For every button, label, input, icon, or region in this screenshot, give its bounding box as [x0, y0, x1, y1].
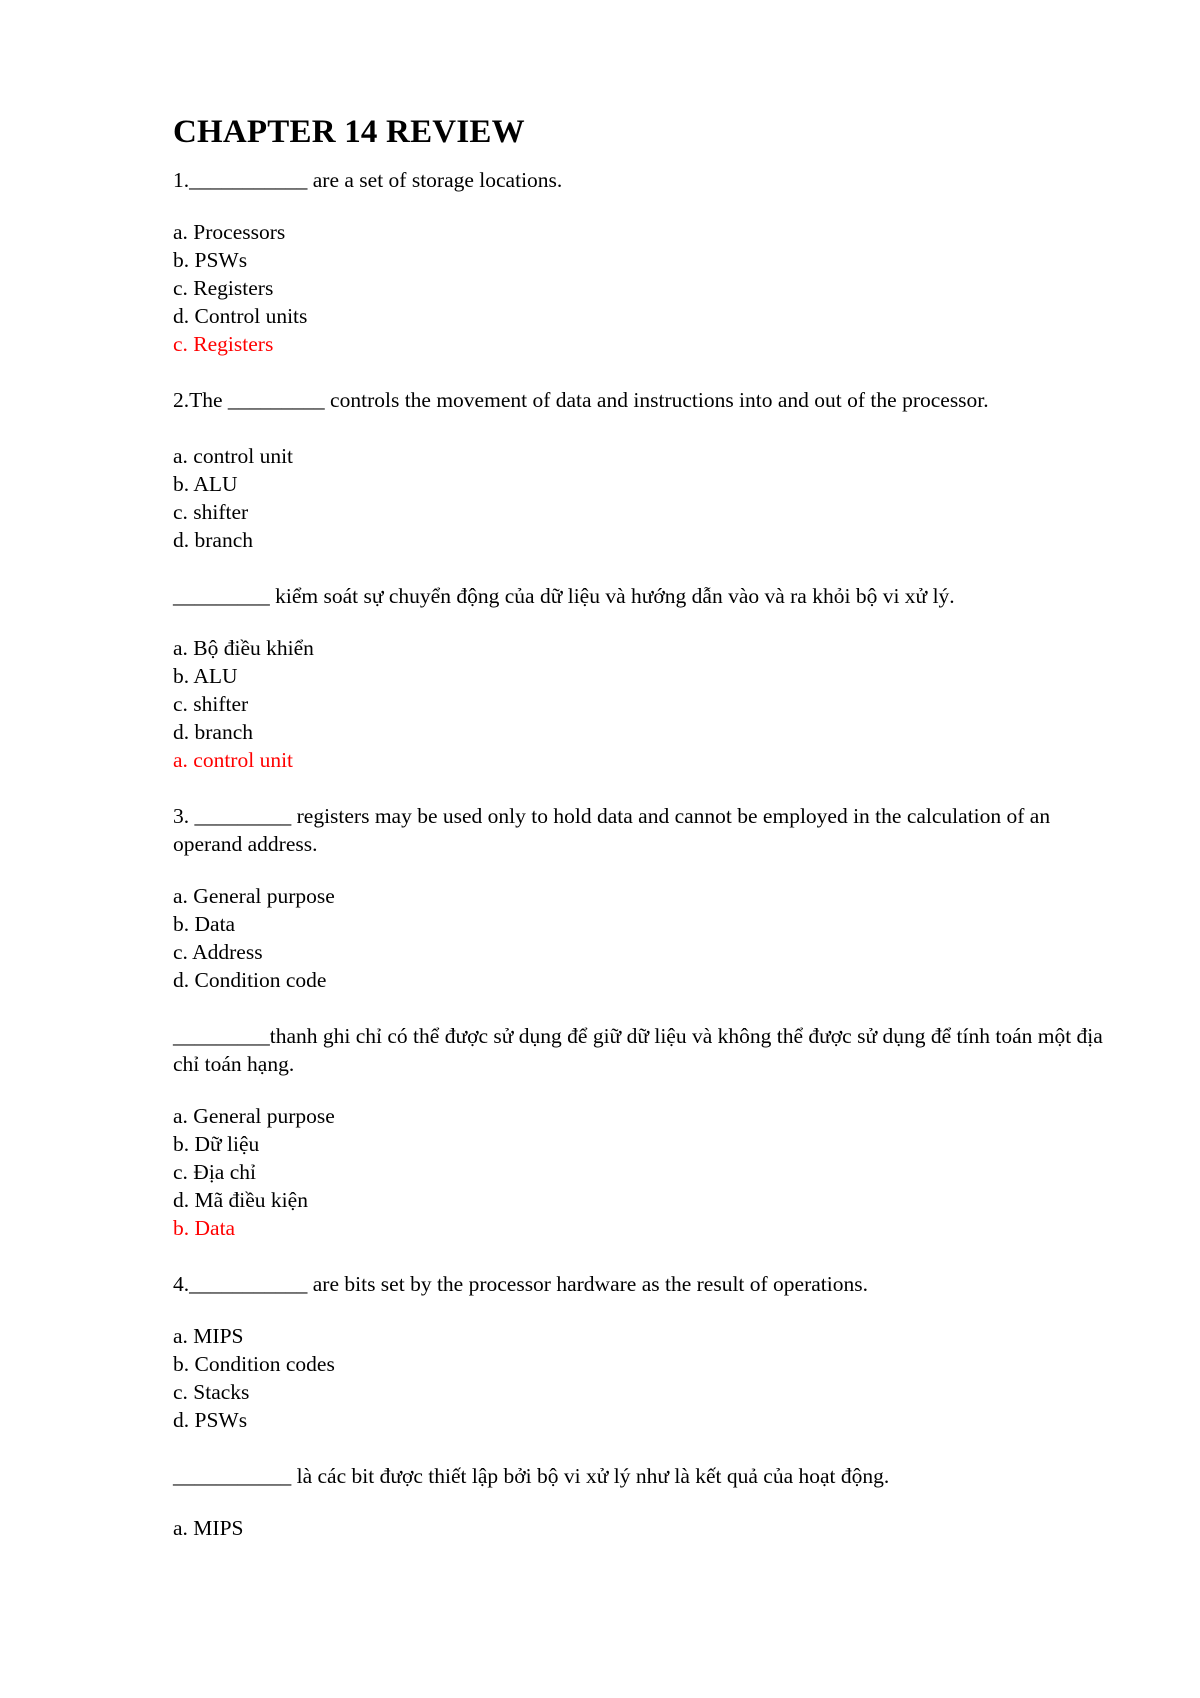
option-d: d. branch — [173, 528, 253, 552]
question-block — [173, 1270, 1103, 1434]
question-text: ___________ là các bit được thiết lập bởi bộ vi xử lý như là kết quả của hoạt động. — [173, 1464, 890, 1488]
question-text: _________thanh ghi chỉ có thể được sử dụng để giữ dữ liệu và không thể được sử dụng để tính toán một địa chỉ toán hạng. — [173, 1024, 1103, 1076]
answer-text: a. control unit — [173, 748, 294, 772]
question-text: _________ kiểm soát sự chuyển động của dữ liệu và hướng dẫn vào và ra khỏi bộ vi xử lý. — [173, 584, 955, 608]
option-a: a. General purpose — [173, 1104, 335, 1128]
option-c: c. shifter — [173, 500, 249, 524]
option-c: c. Registers — [173, 276, 274, 300]
question-block — [173, 802, 1103, 994]
question-text: 1.___________ are a set of storage locations. — [173, 168, 563, 192]
option-b: b. ALU — [173, 664, 238, 688]
question-text: 3. _________ registers may be used only to hold data and cannot be employed in the calculation of an operand address. — [173, 804, 1051, 856]
question-block — [173, 386, 1103, 554]
option-c: c. Địa chỉ — [173, 1160, 256, 1184]
option-b: b. Dữ liệu — [173, 1132, 260, 1156]
option-b: b. PSWs — [173, 248, 248, 272]
question-text: 4.___________ are bits set by the processor hardware as the result of operations. — [173, 1272, 868, 1296]
option-b: b. Condition codes — [173, 1352, 335, 1376]
option-c: c. Address — [173, 940, 263, 964]
question-text: 2.The _________ controls the movement of data and instructions into and out of the processor. — [173, 388, 989, 412]
question-block — [173, 166, 1103, 358]
question-block — [173, 1462, 1103, 1542]
option-a: a. Processors — [173, 220, 286, 244]
question-block — [173, 582, 1103, 774]
option-a: a. MIPS — [173, 1324, 244, 1348]
option-d: d. Control units — [173, 304, 308, 328]
option-d: d. PSWs — [173, 1408, 248, 1432]
answer-text: c. Registers — [173, 332, 274, 356]
option-d: d. Mã điều kiện — [173, 1188, 308, 1212]
option-a: a. control unit — [173, 444, 294, 468]
document-page — [173, 112, 1103, 1570]
option-c: c. shifter — [173, 692, 249, 716]
option-a: a. Bộ điều khiển — [173, 636, 314, 660]
answer-text: b. Data — [173, 1216, 236, 1240]
option-b: b. Data — [173, 912, 236, 936]
question-block — [173, 1022, 1103, 1242]
option-a: a. MIPS — [173, 1516, 244, 1540]
option-c: c. Stacks — [173, 1380, 250, 1404]
option-d: d. Condition code — [173, 968, 327, 992]
option-d: d. branch — [173, 720, 253, 744]
page-title: CHAPTER 14 REVIEW — [173, 114, 525, 150]
option-a: a. General purpose — [173, 884, 335, 908]
option-b: b. ALU — [173, 472, 238, 496]
